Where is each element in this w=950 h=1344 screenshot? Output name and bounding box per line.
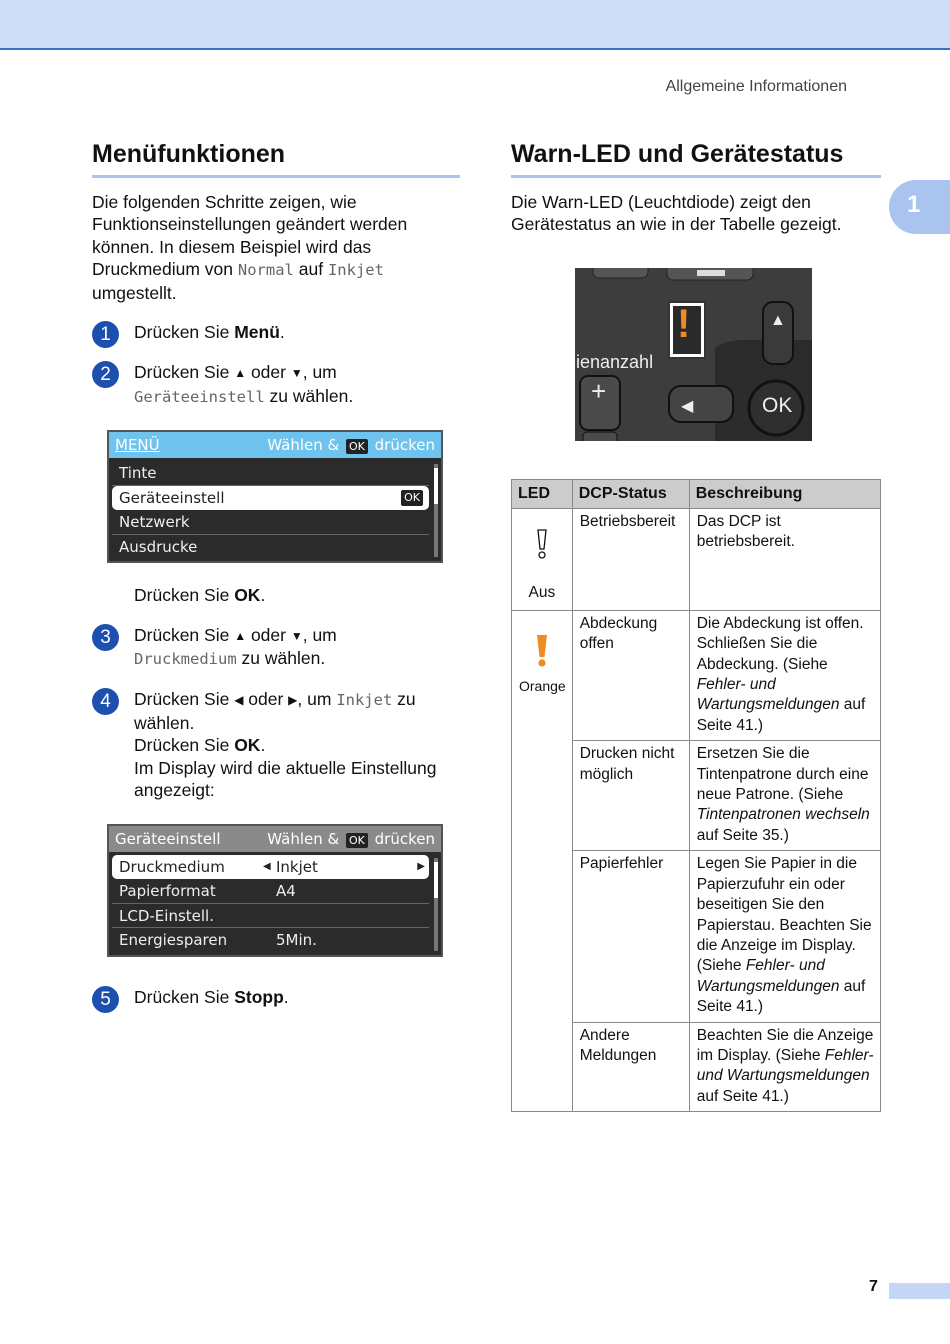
lcd-row-geraeteeinstell[interactable]: Geräteeinstell OK <box>112 486 429 511</box>
step-4: 4 Drücken Sie ◀ oder ▶, um Inkjet zu wählen. Drücken Sie OK. Im Display wird die aktuelle Einstellung angezeigt: <box>92 688 460 801</box>
step-4-note: Im Display wird die aktuelle Einstellung angezeigt: <box>134 757 437 801</box>
stopp-key: Stopp <box>234 986 284 1007</box>
lcd-settings-screen <box>107 824 443 957</box>
status-cell: Andere Meldungen <box>572 1022 689 1112</box>
step-number: 3 <box>92 624 119 651</box>
description-cell: Legen Sie Papier in die Papierzufuhr ein oder beseitigen Sie den Papierstau. Beachten Sie die Anzeige im Display. (Siehe Fehler- und Wartungsmeldungen auf Seite 41.) <box>689 851 880 1022</box>
table-row <box>512 610 881 740</box>
warning-led-icon: ! <box>677 301 691 346</box>
footer-band <box>889 1283 950 1299</box>
warn-led-heading: Warn-LED und Gerätestatus <box>511 140 881 178</box>
description-cell: Die Abdeckung ist offen. Schließen Sie die Abdeckung. (Siehe Fehler- und Wartungsmeldungen auf Seite 41.) <box>689 610 880 740</box>
ok-key: OK <box>234 735 261 756</box>
control-panel-photo <box>575 268 812 441</box>
menu-functions-heading: Menüfunktionen <box>92 140 460 178</box>
down-arrow-icon: ▼ <box>290 366 303 381</box>
right-column <box>511 140 881 1112</box>
description-cell: Beachten Sie die Anzeige im Display. (Siehe Fehler- und Wartungsmeldungen auf Seite 41.) <box>689 1022 880 1112</box>
plus-button[interactable]: + <box>591 375 607 406</box>
led-off-icon <box>535 528 549 560</box>
led-orange-icon <box>535 634 549 668</box>
step-number: 5 <box>92 986 119 1013</box>
code-druckmedium: Druckmedium <box>134 650 237 669</box>
ok-key: OK <box>234 585 261 606</box>
left-column <box>92 140 460 1008</box>
lcd-header <box>109 432 441 458</box>
lcd-left-arrow-icon[interactable]: ◀ <box>263 860 271 872</box>
lcd-menu-screen <box>107 430 443 563</box>
step-1: 1 Drücken Sie Menü. <box>92 321 460 343</box>
status-cell: Drucken nicht möglich <box>572 741 689 851</box>
table-row <box>512 508 881 610</box>
code-normal: Normal <box>237 261 294 280</box>
lcd-right-arrow-icon[interactable]: ▶ <box>417 860 425 872</box>
col-header-status: DCP-Status <box>572 479 689 508</box>
code-inkjet: Inkjet <box>327 261 384 280</box>
lcd-row-druckmedium[interactable]: Druckmedium ◀ Inkjet ▶ <box>112 855 429 880</box>
led-status-table <box>511 479 881 1112</box>
lcd-row-netzwerk[interactable]: Netzwerk <box>112 510 429 535</box>
up-arrow-icon: ▲ <box>234 366 247 381</box>
ok-button[interactable]: OK <box>762 393 793 417</box>
lcd-hint: Wählen & OK drücken <box>267 436 435 455</box>
table-header-row <box>512 479 881 508</box>
lcd-row-papierformat[interactable]: Papierformat A4 <box>112 879 429 904</box>
running-head: Allgemeine Informationen <box>665 78 847 95</box>
status-cell: Abdeckung offen <box>572 610 689 740</box>
left-button[interactable]: ◀ <box>681 397 694 415</box>
led-orange-label: Orange <box>519 678 566 695</box>
page-number: 7 <box>869 1278 878 1295</box>
chapter-tab <box>889 180 950 234</box>
ok-icon: OK <box>346 439 368 454</box>
step-number: 4 <box>92 688 119 715</box>
led-off-label: Aus <box>528 584 556 602</box>
ok-icon: OK <box>401 490 423 506</box>
step-5: 5 Drücken Sie Stopp. <box>92 986 460 1008</box>
status-cell: Betriebsbereit <box>572 508 689 610</box>
step-number: 2 <box>92 361 119 388</box>
menu-key: Menü <box>234 322 280 343</box>
menu-intro: Die folgenden Schritte zeigen, wie Funktionseinstellungen geändert werden können. In diesem Beispiel wird das Druckmedium von Normal auf Inkjet umgestellt. <box>92 192 408 303</box>
lcd-row-tinte[interactable]: Tinte <box>112 461 429 486</box>
ok-icon: OK <box>346 833 368 848</box>
step-2: 2 Drücken Sie ▲ oder ▼, um Geräteeinstell zu wählen. <box>92 361 460 408</box>
step-number: 1 <box>92 321 119 348</box>
warn-led-intro: Die Warn-LED (Leuchtdiode) zeigt den Gerätestatus an wie in der Tabelle gezeigt. <box>511 192 842 235</box>
up-button[interactable]: ▲ <box>770 311 786 329</box>
lcd-scrollbar[interactable] <box>434 464 438 557</box>
lcd-title: Geräteeinstell <box>115 829 221 848</box>
photo-label-text: ienanzahl <box>576 351 654 372</box>
lcd-settings-list <box>109 852 441 955</box>
press-ok-note: Drücken Sie OK. <box>134 585 266 606</box>
chapter-number: 1 <box>907 191 921 218</box>
up-arrow-icon: ▲ <box>234 628 247 643</box>
header-band <box>0 0 950 50</box>
description-cell: Ersetzen Sie die Tintenpatrone durch eine neue Patrone. (Siehe Tintenpatronen wechseln auf Seite 35.) <box>689 741 880 851</box>
lcd-row-lcd-einstell[interactable]: LCD-Einstell. <box>112 904 429 929</box>
col-header-led: LED <box>512 479 573 508</box>
lcd-scrollbar[interactable] <box>434 858 438 951</box>
code-geraeteeinstell: Geräteeinstell <box>134 387 265 406</box>
led-cell-orange <box>512 610 573 1111</box>
lcd-row-energiesparen[interactable]: Energiesparen 5Min. <box>119 931 317 949</box>
lcd-menu-list <box>109 458 441 561</box>
step-3: 3 Drücken Sie ▲ oder ▼, um Druckmedium zu wählen. <box>92 624 460 671</box>
lcd-title: MENÜ <box>115 436 160 455</box>
lcd-hint: Wählen & OK drücken <box>267 829 435 848</box>
col-header-description: Beschreibung <box>689 479 880 508</box>
led-cell-off <box>512 508 573 610</box>
description-cell: Das DCP ist betriebsbereit. <box>689 508 880 610</box>
right-arrow-icon: ▶ <box>288 693 298 708</box>
left-arrow-icon: ◀ <box>234 693 244 708</box>
down-arrow-icon: ▼ <box>290 628 303 643</box>
code-inkjet: Inkjet <box>336 691 393 710</box>
lcd-header <box>109 826 441 852</box>
status-cell: Papierfehler <box>572 851 689 1022</box>
lcd-row-ausdrucke[interactable]: Ausdrucke <box>119 537 198 556</box>
